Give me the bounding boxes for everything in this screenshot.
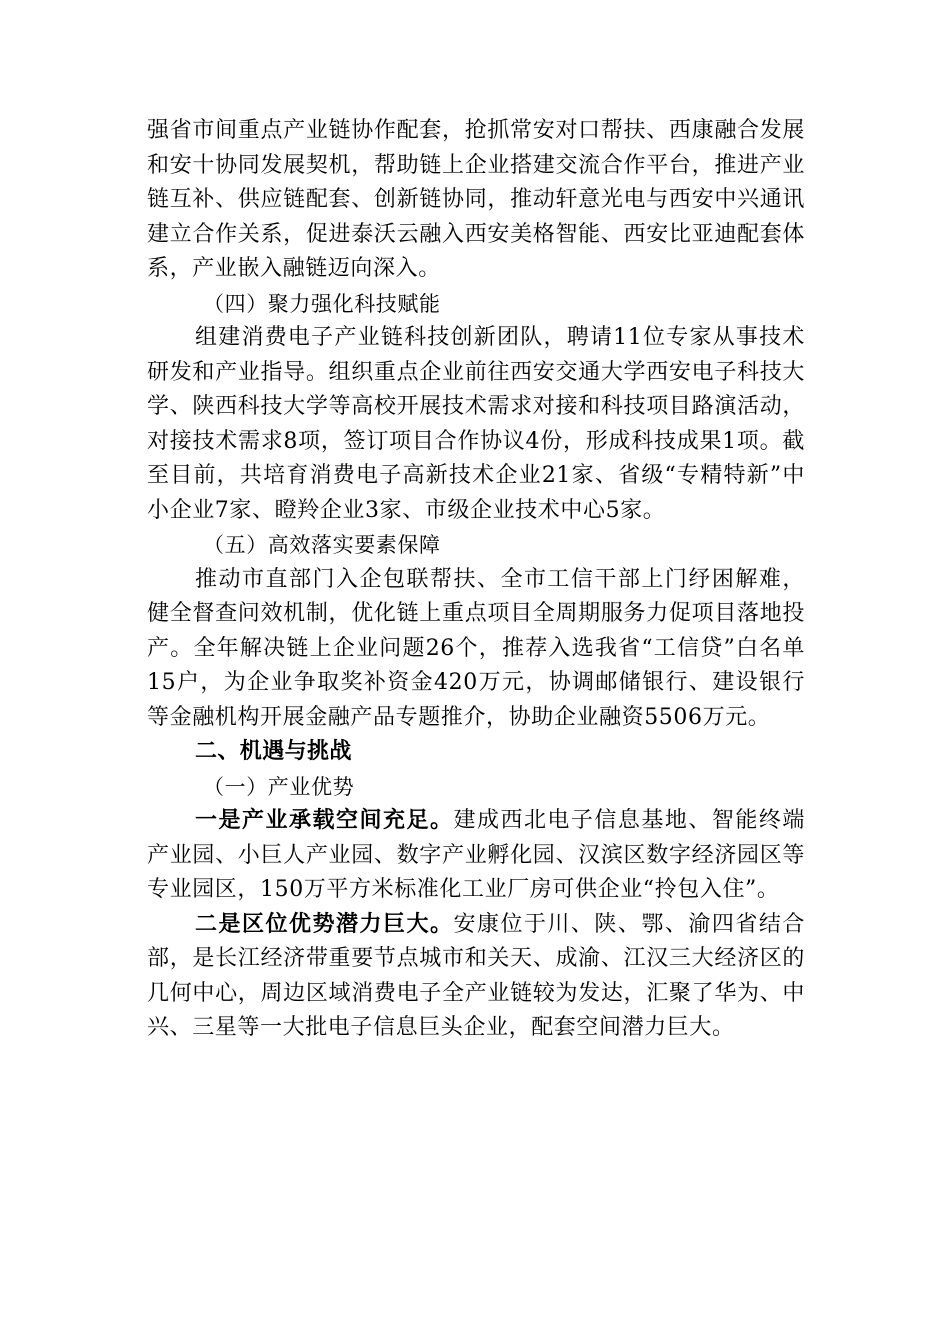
lead-carrying-space: 一是产业承载空间充足。 — [195, 808, 454, 833]
paragraph-tech-empowerment: 组建消费电子产业链科技创新团队，聘请11位专家从事技术研发和产业指导。组织重点企业前往西安交通大学西安电子科技大学、陕西科技大学等高校开展技术需求对接和科技项目路演活动，对接技术需求8项，签订项目合作协议4份，形成科技成果1项。截至目前，共培育消费电子高新技术企业21家、省级“专精特新”中小企业7家、瞪羚企业3家、市级企业技术中心5家。 — [147, 325, 805, 523]
document-body — [147, 114, 805, 1046]
subheading-factor-guarantee: （五）高效落实要素保障 — [203, 533, 441, 557]
body-location-advantage: 安康位于川、陕、鄂、渝四省结合部，是长江经济带重要节点城市和关天、成渝、江汉三大经济区的几何中心，周边区域消费电子全产业链较为发达，汇聚了华为、中兴、三星等一大批电子信息巨头企业，配套空间潜力巨大。 — [147, 911, 805, 1040]
body-carrying-space: 建成西北电子信息基地、智能终端产业园、小巨人产业园、数字产业孵化园、汉滨区数字经济园区等专业园区，150万平方米标准化工业厂房可供企业“拎包入住”。 — [147, 808, 805, 902]
paragraph-factor-guarantee: 推动市直部门入企包联帮扶、全市工信干部上门纾困解难，健全督查问效机制，优化链上重点项目全周期服务力促项目落地投产。全年解决链上企业问题26个，推荐入选我省“工信贷”白名单15户，为企业争取奖补资金420万元，协调邮储银行、建设银行等金融机构开展金融产品专题推介，协助企业融资5506万元。 — [147, 566, 805, 730]
section-heading-opportunities-challenges: 二、机遇与挑战 — [195, 739, 352, 764]
paragraph-carrying-space — [147, 804, 805, 908]
subheading-tech-empowerment: （四）聚力强化科技赋能 — [203, 291, 441, 316]
paragraph-location-advantage — [147, 908, 805, 1046]
subheading-industry-advantages: （一）产业优势 — [203, 774, 355, 799]
paragraph-industry-chain-cooperation: 强省市间重点产业链协作配套，抢抓常安对口帮扶、西康融合发展和安十协同发展契机，帮助链上企业搭建交流合作平台，推进产业链互补、供应链配套、创新链协同，推动轩意光电与西安中兴通讯建立合作关系，促进泰沃云融入西安美格智能、西安比亚迪配套体系，产业嵌入融链迈向深入。 — [147, 118, 805, 281]
lead-location-advantage: 二是区位优势潜力巨大。 — [195, 911, 454, 937]
